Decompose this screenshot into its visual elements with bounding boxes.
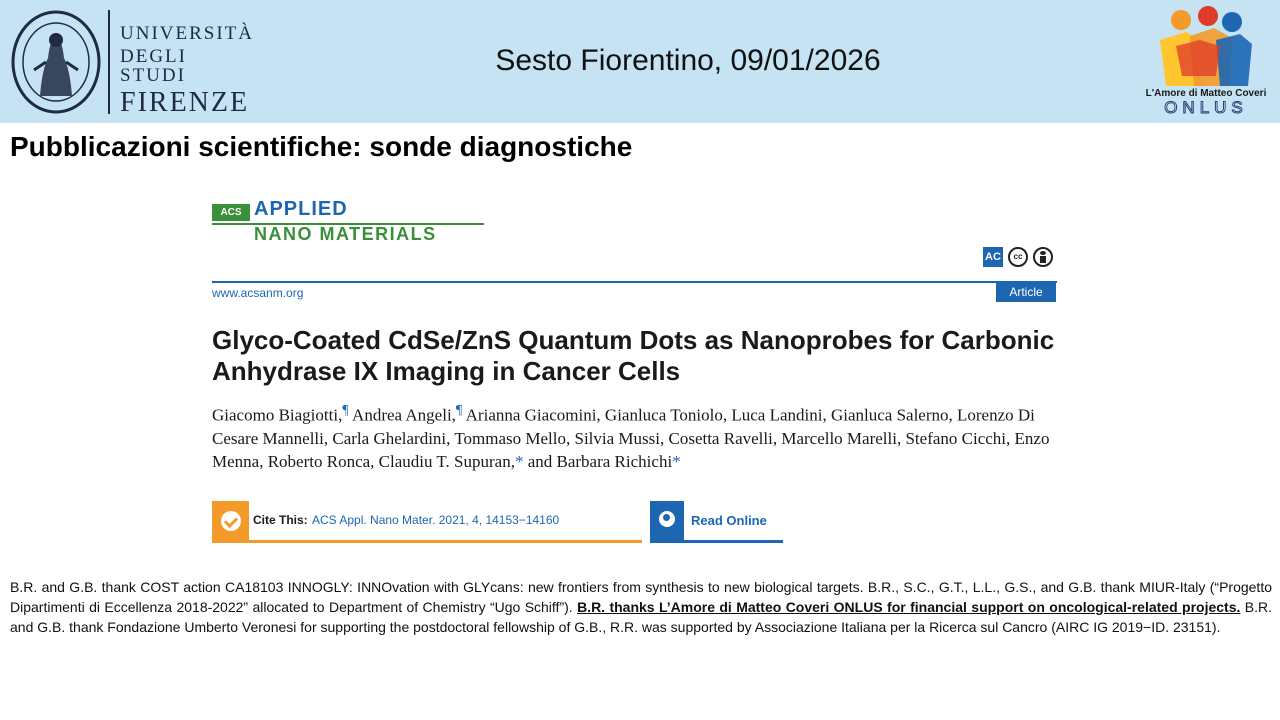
authors-part-b: Andrea Angeli, xyxy=(348,405,456,425)
acknowledgement-part2: B.R. and G.B. thank Fondazione Umberto Veronesi for supporting the postdoctoral fellowship of G.B., R.R. was supported by Associazione Italiana per la Ricerca sul Cancro (AIRC IG 2019−ID. 23151). xyxy=(10,599,1272,635)
onlus-word: ONLUS xyxy=(1164,98,1248,117)
slide-title: Pubblicazioni scientifiche: sonde diagnostiche xyxy=(10,131,633,162)
header-rule xyxy=(212,281,1057,283)
journal-name-line2: NANO MATERIALS xyxy=(254,224,437,244)
citation-reference: ACS Appl. Nano Mater. 2021, 4, 14153−14160 xyxy=(312,513,560,527)
article-authors xyxy=(212,399,1062,473)
slide-date: Sesto Fiorentino, 09/01/2026 xyxy=(495,44,881,77)
corresponding-mark: * xyxy=(514,451,524,471)
university-name-line2: DEGLI STUDI xyxy=(120,46,187,86)
university-name-line1: UNIVERSITÀ xyxy=(120,23,254,44)
cite-this-block xyxy=(212,501,642,543)
journal-logo xyxy=(212,198,484,244)
article-type-badge: Article xyxy=(996,283,1056,302)
read-icon-box xyxy=(650,501,684,540)
acknowledgement-part1: B.R. and G.B. thank COST action CA18103 INNOGLY: INNOvation with GLYcans: new frontiers from synthesis to new biological targets. B.R., S.C., G.T., L.L., G.S., and G.B. thank MIUR-Italy (“Progetto Dipartimenti di Eccellenza 2018-2022” allocated to Department of Chemistry “Ugo Schiff”). xyxy=(10,579,1272,615)
acs-badge: ACS xyxy=(212,204,250,221)
acknowledgement-text xyxy=(10,577,1272,637)
cite-label: Cite This: xyxy=(253,513,308,527)
journal-url: www.acsanm.org xyxy=(212,286,304,300)
cite-icon-box xyxy=(212,501,249,540)
author-mark: ¶ xyxy=(455,402,463,418)
authors-part-a: Giacomo Biagiotti, xyxy=(212,405,343,425)
journal-name-line1: APPLIED xyxy=(254,198,348,220)
attribution-icon xyxy=(1033,247,1053,267)
globe-icon xyxy=(659,511,675,527)
author-choice-icon: AC xyxy=(983,247,1003,267)
article-clipping xyxy=(212,196,1057,546)
creative-commons-icon: cc xyxy=(1008,247,1028,267)
authors-part-c: Arianna Giacomini, Gianluca Toniolo, Luca Landini, Gianluca Salerno, Lorenzo Di Cesare Mannelli, Carla Ghelardini, Tommaso Mello, Silvia Mussi, Cosetta Ravelli, Marcello Marelli, Stefano Cicchi, Enzo Menna, Roberto Ronca, Claudiu T. Supuran, xyxy=(212,405,1050,471)
author-mark: ¶ xyxy=(342,402,349,418)
corresponding-mark: * xyxy=(672,451,681,471)
read-online-block xyxy=(650,501,783,543)
slide-header xyxy=(0,0,1280,123)
university-name-line3: FIRENZE xyxy=(120,87,250,118)
authors-part-d: and Barbara Richichi xyxy=(523,451,673,471)
check-icon xyxy=(221,511,241,531)
article-title: Glyco-Coated CdSe/ZnS Quantum Dots as Nanoprobes for Carbonic Anhydrase IX Imaging in Cancer Cells xyxy=(212,325,1055,386)
read-online-label: Read Online xyxy=(691,513,767,528)
acknowledgement-highlight: B.R. thanks L’Amore di Matteo Coveri ONLUS for financial support on oncological-related projects. xyxy=(577,599,1241,615)
onlus-caption: L'Amore di Matteo Coveri xyxy=(1145,88,1267,99)
